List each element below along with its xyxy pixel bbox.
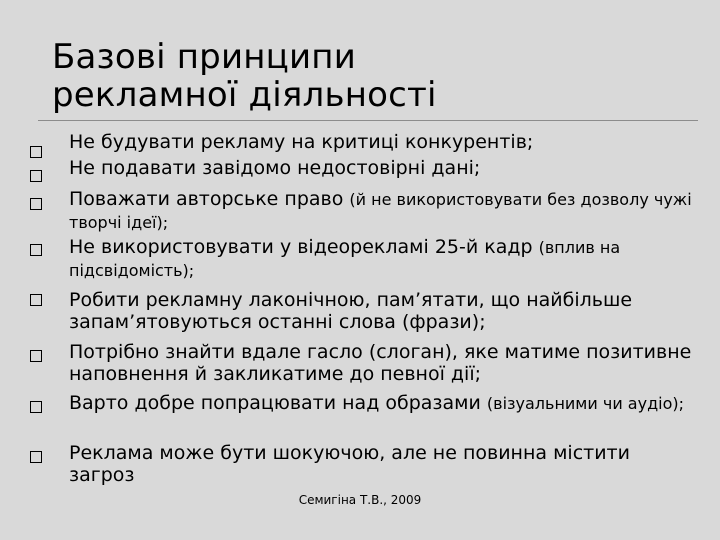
list-item-note: (й не використовувати без дозволу чужі творчі ідеї); xyxy=(69,190,692,232)
list-item xyxy=(69,236,694,282)
list-item xyxy=(69,131,694,153)
list-item-text: Не подавати завідомо недостовірні дані; xyxy=(69,157,481,179)
bullet-box-icon xyxy=(30,170,42,182)
list-item-note: (вплив на підсвідомість); xyxy=(69,238,621,280)
list-item-text: Потрібно знайти вдале гасло (слоган), яке матиме позитивне наповнення й закликатиме до певної дії; xyxy=(69,341,692,385)
bullet-box-icon xyxy=(30,146,42,158)
list-item-text: Робити рекламну лаконічною, пам’ятати, що найбільше запам’ятовуються останні слова (фрази); xyxy=(69,289,633,333)
bullet-box-icon xyxy=(30,198,42,210)
list-item-text: Поважати авторське право xyxy=(69,188,350,210)
list-item xyxy=(69,188,694,234)
list-item xyxy=(69,341,694,385)
bullet-box-icon xyxy=(30,401,42,413)
list-item xyxy=(69,289,694,333)
bullet-box-icon xyxy=(30,244,42,256)
list-item xyxy=(69,392,694,415)
list-item xyxy=(69,442,694,486)
title-line-2: рекламної діяльності xyxy=(52,75,437,115)
bullet-box-icon xyxy=(30,451,42,463)
list-item-text: Варто добре попрацювати над образами xyxy=(69,392,487,414)
list-item xyxy=(69,157,694,179)
title-line-1: Базові принципи xyxy=(52,37,357,77)
bullet-box-icon xyxy=(30,350,42,362)
bullet-box-icon xyxy=(30,294,42,306)
list-item-text: Реклама може бути шокуючою, але не повинна містити загроз xyxy=(69,442,630,486)
list-item-text: Не будувати рекламу на критиці конкурентів; xyxy=(69,131,534,153)
list-item-text: Не використовувати у відеорекламі 25-й кадр xyxy=(69,236,539,258)
slide-footer: Семигіна Т.В., 2009 xyxy=(298,493,422,507)
list-item-note: (візуальними чи аудіо); xyxy=(486,394,684,413)
